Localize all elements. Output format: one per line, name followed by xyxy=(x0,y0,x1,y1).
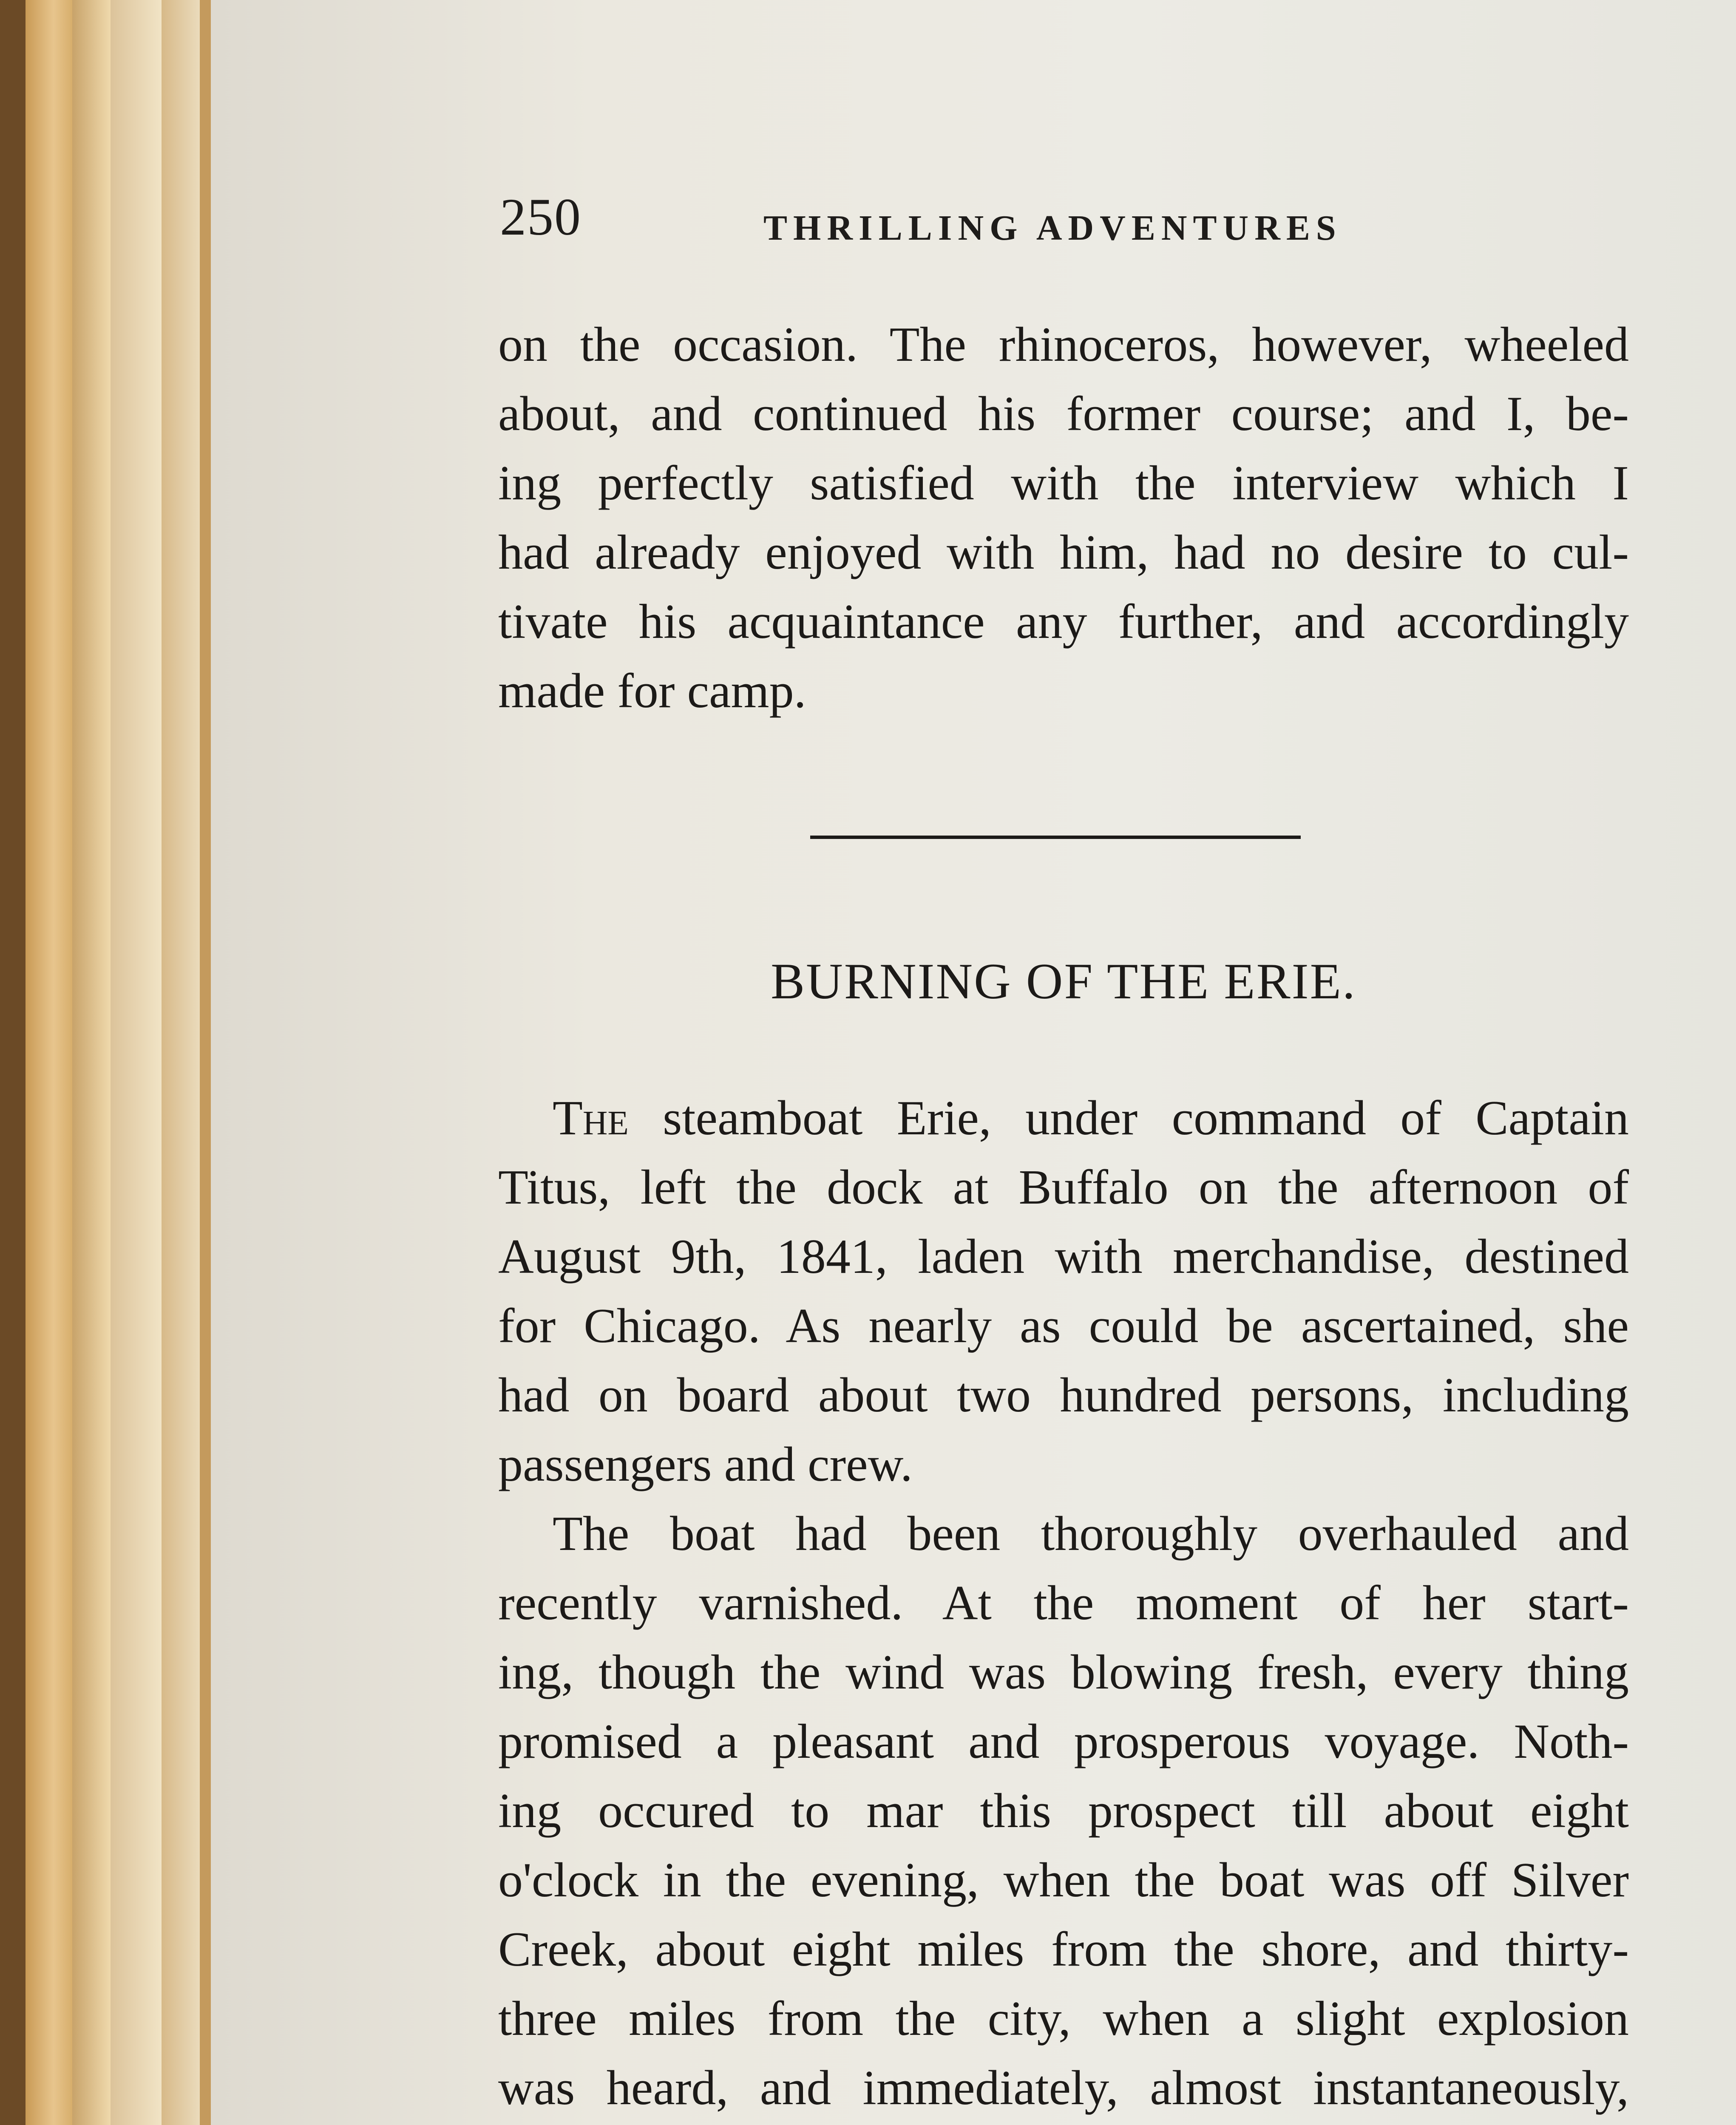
text-line: Titus, left the dock at Buffalo on the afternoon of xyxy=(498,1160,1629,1215)
text-line xyxy=(498,2123,1629,2125)
book-page xyxy=(211,0,1736,2125)
page-gutter xyxy=(200,0,211,2125)
book-edge-pages-2 xyxy=(72,0,111,2125)
text-line: recently varnished. At the moment of her start- xyxy=(498,1576,1629,1630)
text-line: ing occured to mar this prospect till about eight xyxy=(498,1784,1629,1838)
text-line: made for camp. xyxy=(498,664,806,718)
running-title: THRILLING ADVENTURES xyxy=(763,208,1342,248)
continued-paragraph xyxy=(498,310,1629,726)
text-line: on the occasion. The rhinoceros, however, wheeled xyxy=(498,317,1629,372)
text-line: promised a pleasant and prosperous voyage. Noth- xyxy=(498,1714,1629,1769)
text-line: ing, though the wind was blowing fresh, every thing xyxy=(498,1645,1629,1700)
text-line: about, and continued his former course; and I, be- xyxy=(498,387,1629,441)
section-body xyxy=(498,1084,1629,2125)
text-line: o'clock in the evening, when the boat was off Silver xyxy=(498,1853,1629,1907)
text-line: for Chicago. As nearly as could be ascertained, she xyxy=(498,1299,1629,1353)
book-edge-pages-1 xyxy=(26,0,72,2125)
text-line: three miles from the city, when a slight explosion xyxy=(498,1992,1629,2046)
section-heading: BURNING OF THE ERIE. xyxy=(771,953,1356,1009)
book-edge-dark xyxy=(0,0,26,2125)
section-divider xyxy=(810,836,1301,839)
text-line: The boat had been thoroughly overhauled and xyxy=(553,1507,1629,1561)
text-line: passengers and crew. xyxy=(498,1437,913,1492)
text-line: August 9th, 1841, laden with merchandise, destined xyxy=(498,1230,1629,1284)
text-line: had on board about two hundred persons, including xyxy=(498,1368,1629,1422)
text-line: Creek, about eight miles from the shore, and thirty- xyxy=(498,1922,1629,1977)
text-line: was heard, and immediately, almost instantaneously, xyxy=(498,2061,1629,2115)
text-line: ing perfectly satisfied with the interview which I xyxy=(498,456,1629,510)
first-line-rest: steamboat Erie, under command of Captain xyxy=(628,1091,1629,1145)
text-line-first xyxy=(498,1084,1629,1153)
page-header xyxy=(500,187,1580,255)
book-edge-pages-3 xyxy=(111,0,162,2125)
lead-word: The xyxy=(553,1091,629,1145)
text-line: tivate his acquaintance any further, and accordingly xyxy=(498,595,1629,649)
page-number: 250 xyxy=(500,188,582,246)
text-line: had already enjoyed with him, had no desire to cul- xyxy=(498,525,1629,580)
